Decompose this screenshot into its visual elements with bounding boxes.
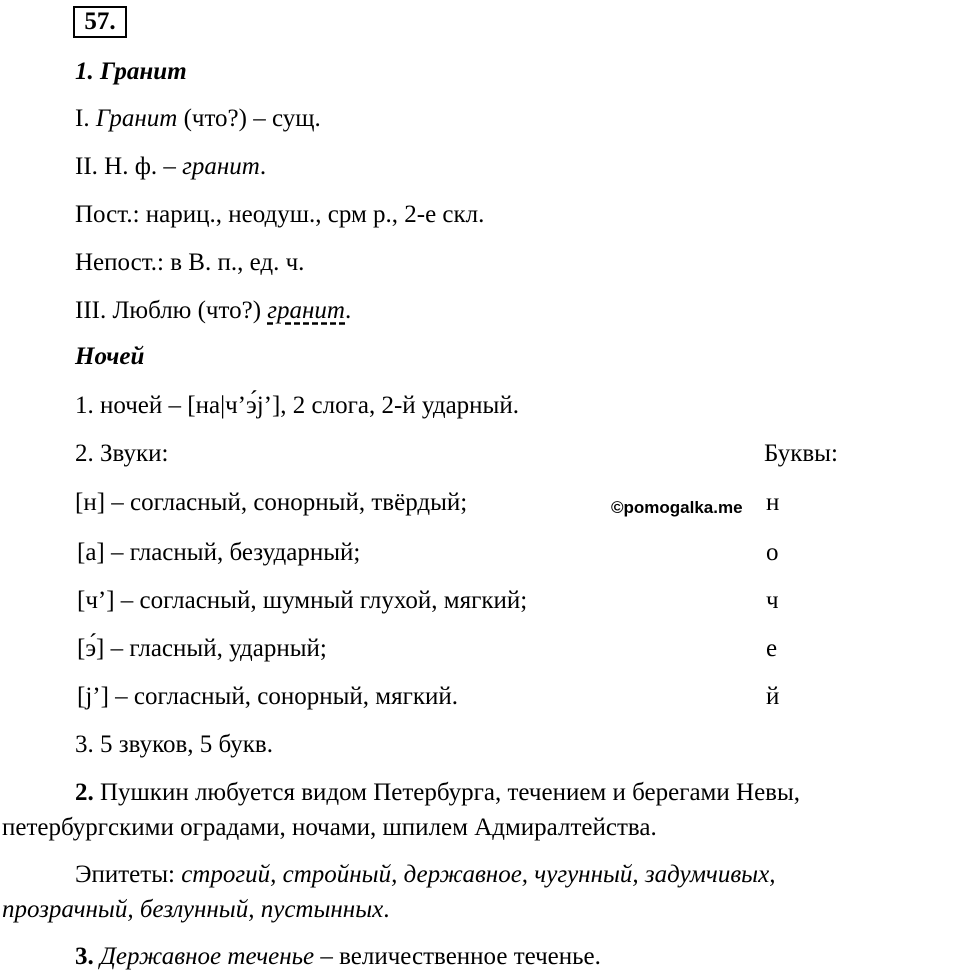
letter-cell: ч xyxy=(766,587,779,614)
phonetic-summary: 3. 5 звуков, 5 букв. xyxy=(75,731,273,758)
sound-row: [н] – согласный, сонорный, твёрдый; xyxy=(75,489,468,516)
morph-line-3: Пост.: нариц., неодуш., срм р., 2-е скл. xyxy=(75,201,485,228)
sounds-header: 2. Звуки: xyxy=(75,440,169,467)
sound-row: [j’] – согласный, сонорный, мягкий. xyxy=(77,683,458,710)
part2-line-2: петербургскими оградами, ночами, шпилем Адмиралтейства. xyxy=(2,814,657,841)
morph-line-5: III. Люблю (что?) гранит. xyxy=(75,297,352,324)
exercise-number-box: 57. xyxy=(73,6,127,38)
part1-heading: 1. Гранит xyxy=(75,58,187,85)
part3-line: 3. Державное теченье – величественное теченье. xyxy=(75,943,601,970)
phonetic-word-heading: Ночей xyxy=(75,343,145,370)
object-underlined-word: гранит xyxy=(267,297,345,324)
part2-line-1: 2. Пушкин любуется видом Петербурга, течением и берегами Невы, xyxy=(75,779,801,806)
letters-header: Буквы: xyxy=(764,440,838,467)
epithets-line-2: прозрачный, безлунный, пустынных. xyxy=(2,896,390,923)
letter-cell: е xyxy=(766,635,778,662)
part3-number: 3. xyxy=(75,943,94,970)
part2-number: 2. xyxy=(75,779,94,806)
letter-cell: й xyxy=(766,683,780,710)
epithets-line-1: Эпитеты: строгий, стройный, державное, чугунный, задумчивых, xyxy=(75,861,776,888)
phonetic-transcription: 1. ночей – [на|ч’э́j’], 2 слога, 2-й ударный. xyxy=(75,392,519,419)
morph-line-1: I. Гранит (что?) – сущ. xyxy=(75,105,321,132)
letter-cell: о xyxy=(766,539,779,566)
letter-cell: н xyxy=(766,489,780,516)
sound-row: [ч’] – согласный, шумный глухой, мягкий; xyxy=(77,587,528,614)
sound-row: [а] – гласный, безударный; xyxy=(77,539,361,566)
sound-row: [э́] – гласный, ударный; xyxy=(77,635,327,662)
watermark: ©pomogalka.me xyxy=(611,498,743,517)
morph-line-2: II. Н. ф. – гранит. xyxy=(75,153,267,180)
morph-line-4: Непост.: в В. п., ед. ч. xyxy=(75,249,305,276)
